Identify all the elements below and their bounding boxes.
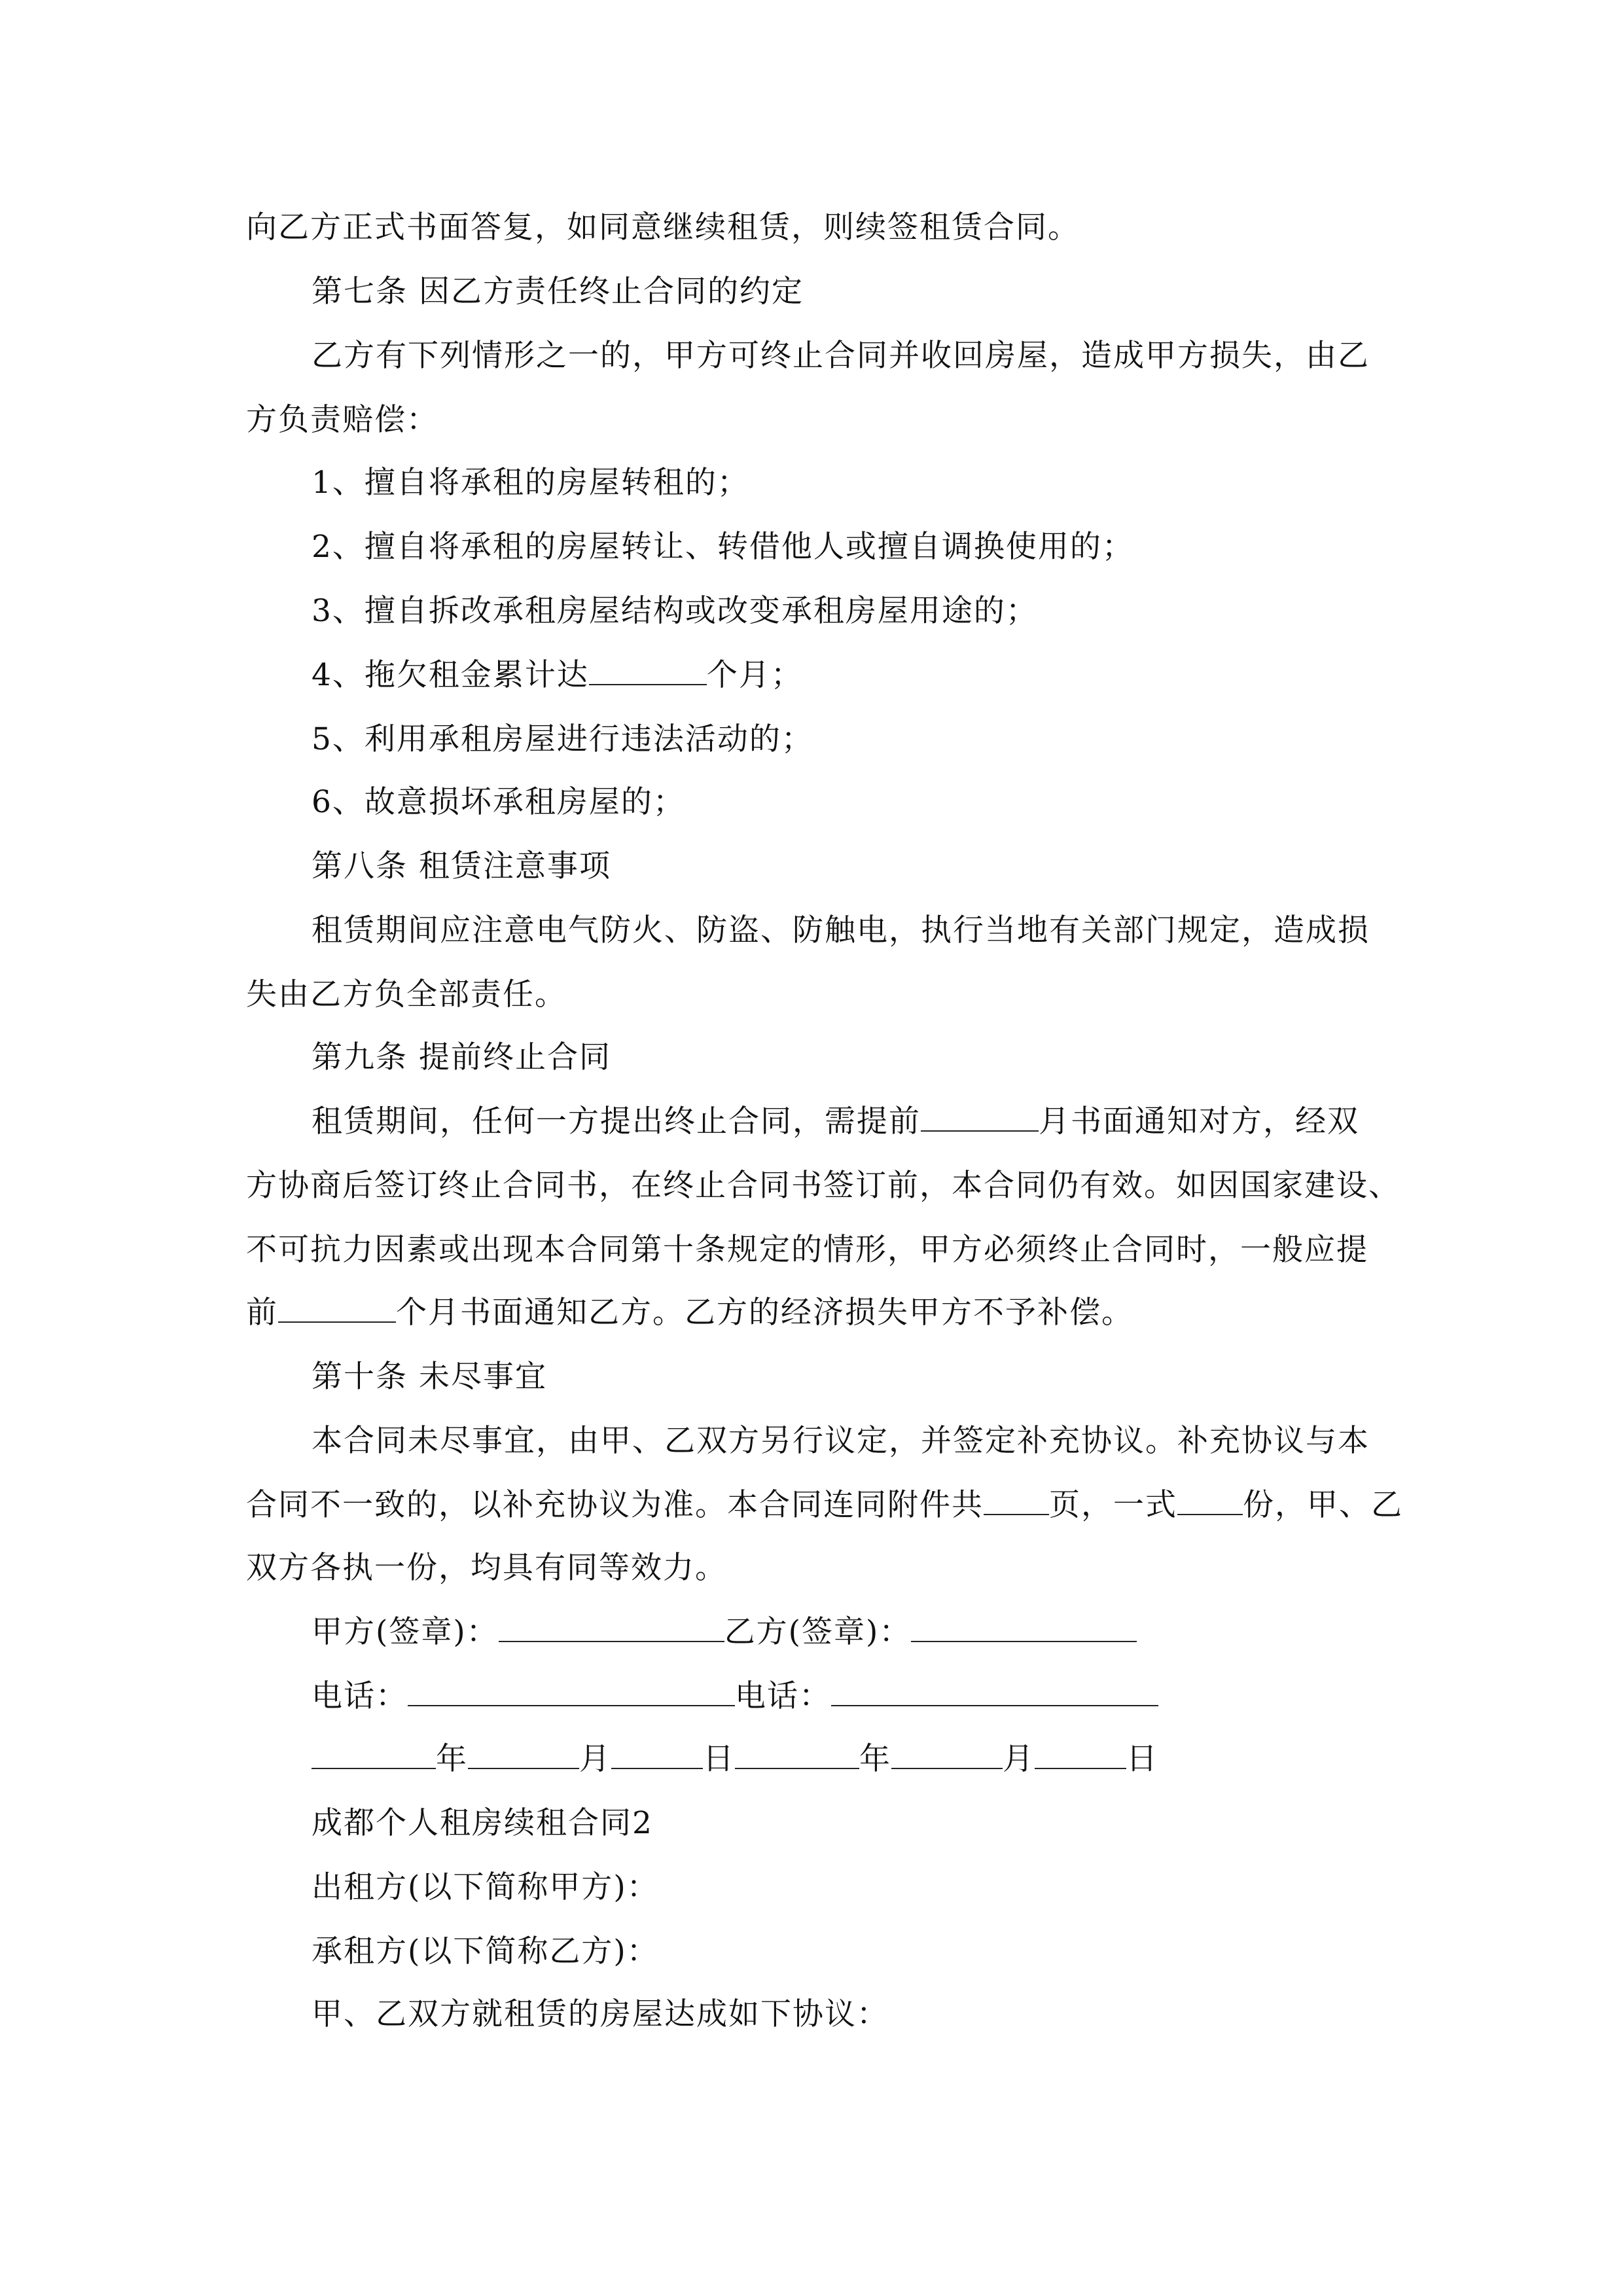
clause-10-heading: 第十条 未尽事宜 <box>312 1359 547 1395</box>
lessee-line: 承租方(以下简称乙方)： <box>312 1933 659 1969</box>
list-item: 2、擅自将承租的房屋转让、转借他人或擅自调换使用的； <box>312 529 1134 565</box>
early-termination-suffix: 月书面通知对方，经双 <box>1039 1103 1359 1139</box>
day-a-blank <box>611 1742 703 1769</box>
party-b-label: 乙方(签章)： <box>724 1614 912 1650</box>
day-b-label: 日 <box>1126 1741 1158 1777</box>
rent-arrears-prefix: 4、拖欠租金累计达 <box>312 657 589 693</box>
phone-a-label: 电话： <box>312 1678 408 1714</box>
copies-unit: 份，甲、乙 <box>1243 1487 1403 1523</box>
party-a-signature-blank <box>499 1615 724 1642</box>
list-item-rent-arrears <box>312 656 803 695</box>
paragraph-line <box>246 1293 1133 1333</box>
attachments-prefix: 合同不一致的，以补充协议为准。本合同连同附件共 <box>246 1487 984 1523</box>
paragraph-line: 向乙方正式书面答复，如同意继续租赁，则续签租赁合同。 <box>246 209 1080 245</box>
phone-a-blank <box>408 1679 735 1706</box>
paragraph-line: 不可抗力因素或出现本合同第十条规定的情形，甲方必须终止合同时，一般应提 <box>246 1232 1368 1268</box>
notice-suffix: 个月书面通知乙方。乙方的经济损失甲方不予补偿。 <box>396 1295 1133 1331</box>
list-item: 6、故意损坏承租房屋的； <box>312 784 685 820</box>
paragraph-line: 方负责赔偿： <box>246 402 438 438</box>
day-b-blank <box>1035 1742 1126 1769</box>
list-item: 5、利用承租房屋进行违法活动的； <box>312 721 813 757</box>
day-a-label: 日 <box>703 1741 735 1777</box>
month-a-label: 月 <box>579 1741 611 1777</box>
paragraph-line: 本合同未尽事宜，由甲、乙双方另行议定，并签定补充协议。补充协议与本 <box>312 1423 1370 1459</box>
rent-arrears-suffix: 个月； <box>706 657 803 693</box>
paragraph-line <box>312 1102 1359 1141</box>
paragraph-line: 租赁期间应注意电气防火、防盗、防触电，执行当地有关部门规定，造成损 <box>312 912 1370 948</box>
month-b-blank <box>891 1742 1003 1769</box>
pages-blank <box>984 1488 1049 1515</box>
date-row <box>312 1740 1158 1779</box>
year-a-label: 年 <box>436 1741 468 1777</box>
contract-2-title: 成都个人租房续租合同2 <box>312 1805 653 1841</box>
month-a-blank <box>468 1742 579 1769</box>
list-item: 3、擅自拆改承租房屋结构或改变承租房屋用途的； <box>312 593 1038 629</box>
paragraph-line: 乙方有下列情形之一的，甲方可终止合同并收回房屋，造成甲方损失，由乙 <box>312 338 1370 374</box>
party-b-signature-blank <box>911 1615 1137 1642</box>
year-b-label: 年 <box>859 1741 891 1777</box>
clause-9-heading: 第九条 提前终止合同 <box>312 1039 611 1075</box>
paragraph-line: 双方各执一份，均具有同等效力。 <box>246 1550 727 1586</box>
list-item: 1、擅自将承租的房屋转租的； <box>312 465 749 501</box>
year-a-blank <box>312 1742 436 1769</box>
signature-row <box>312 1613 1137 1652</box>
notice-months-blank <box>278 1295 396 1323</box>
months-blank <box>589 658 707 685</box>
lessor-line: 出租方(以下简称甲方)： <box>312 1869 659 1905</box>
pages-unit: 页，一式 <box>1049 1487 1177 1523</box>
phone-b-label: 电话： <box>735 1678 831 1714</box>
phone-row <box>312 1677 1158 1716</box>
clause-7-heading: 第七条 因乙方责任终止合同的约定 <box>312 274 804 310</box>
agreement-line: 甲、乙双方就租赁的房屋达成如下协议： <box>312 1996 889 2032</box>
party-a-label: 甲方(签章)： <box>312 1614 499 1650</box>
clause-8-heading: 第八条 租赁注意事项 <box>312 848 611 884</box>
year-b-blank <box>735 1742 859 1769</box>
month-b-label: 月 <box>1003 1741 1035 1777</box>
paragraph-line: 失由乙方负全部责任。 <box>246 977 567 1013</box>
paragraph-line <box>246 1486 1403 1525</box>
copies-blank <box>1177 1488 1243 1515</box>
early-termination-prefix: 租赁期间，任何一方提出终止合同，需提前 <box>312 1103 921 1139</box>
notice-prefix: 前 <box>246 1295 278 1331</box>
notice-months-blank <box>921 1104 1039 1132</box>
phone-b-blank <box>831 1679 1158 1706</box>
paragraph-line: 方协商后签订终止合同书，在终止合同书签订前，本合同仍有效。如因国家建设、 <box>246 1168 1400 1204</box>
